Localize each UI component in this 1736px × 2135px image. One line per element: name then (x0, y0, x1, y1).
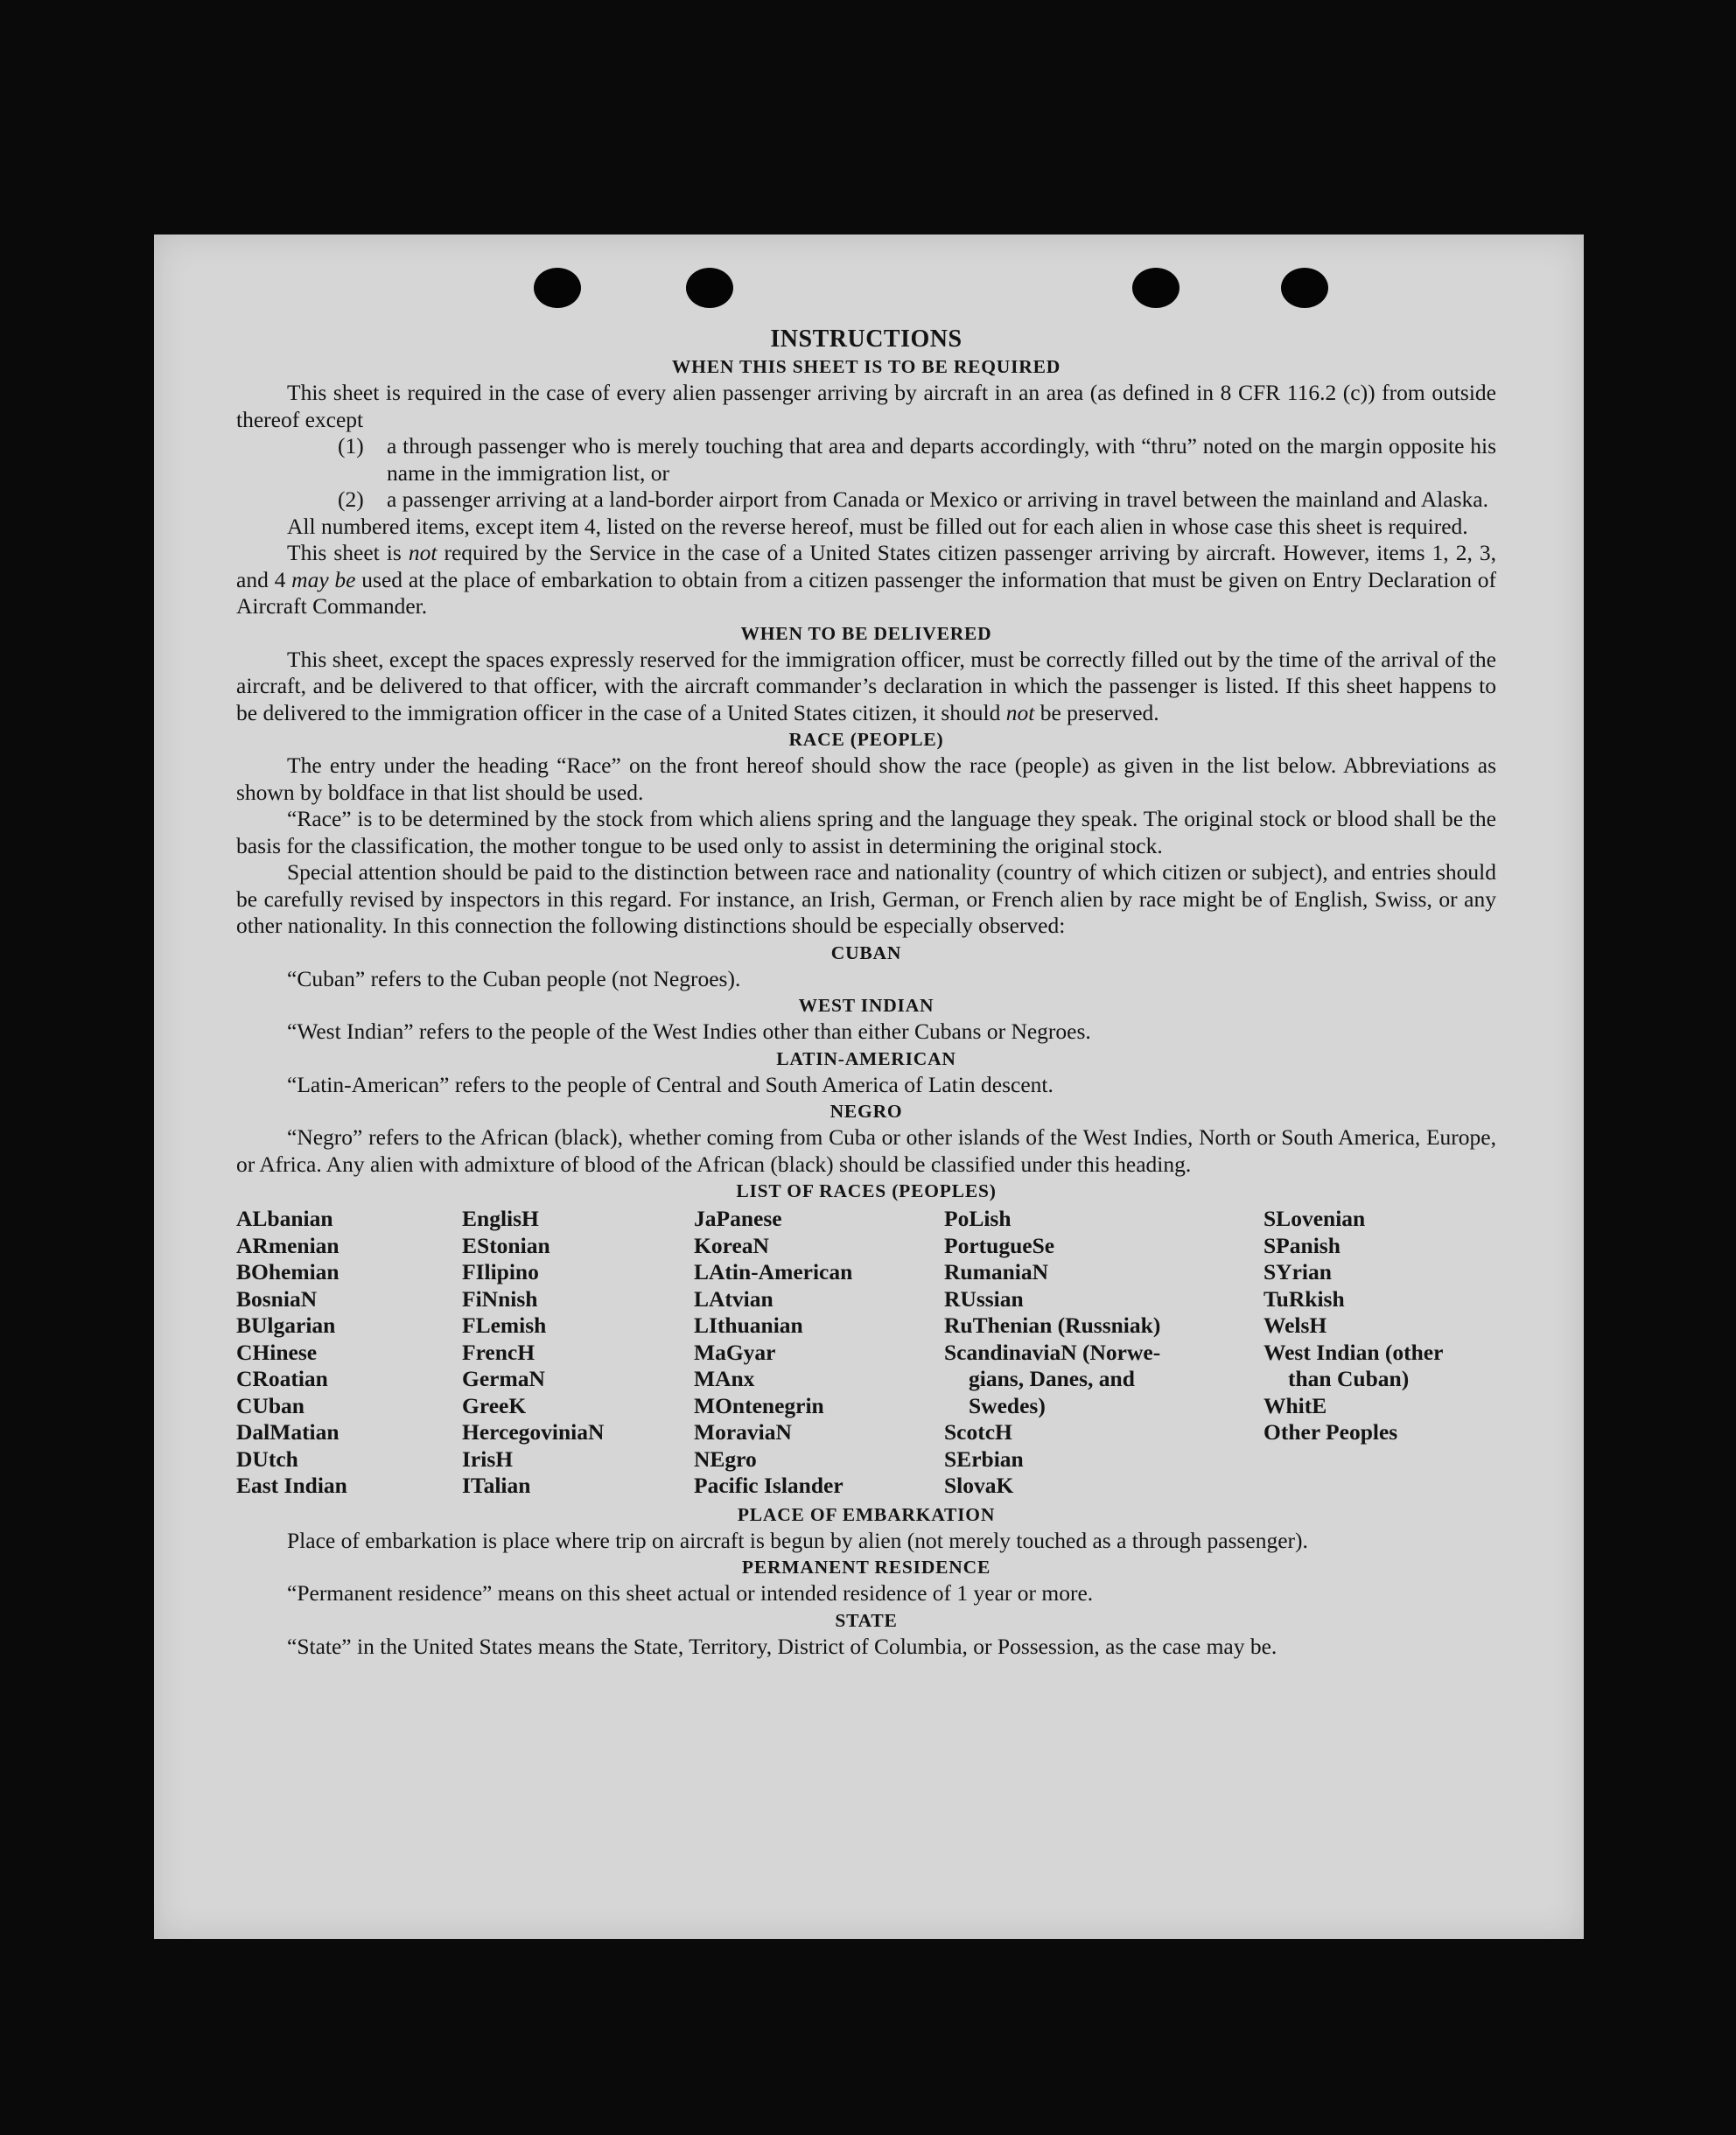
paragraph-embarkation: Place of embarkation is place where trip on aircraft is begun by alien (not merely touched as a through passenger). (287, 1527, 1308, 1553)
races-column (694, 1206, 944, 1500)
list-item: LIthuanian (694, 1312, 803, 1338)
races-list (236, 1206, 1496, 1500)
list-item: ALbanian (236, 1206, 333, 1231)
list-item: EStonian (462, 1232, 550, 1258)
list-item: than Cuban) (1288, 1366, 1410, 1391)
list-item (236, 486, 1496, 514)
list-item: CUban (236, 1392, 304, 1418)
list-item: EnglisH (462, 1206, 539, 1231)
list-item: PortugueSe (944, 1232, 1055, 1258)
races-column (1264, 1206, 1496, 1500)
list-item: Other Peoples (1264, 1419, 1398, 1445)
list-item: East Indian (236, 1473, 347, 1498)
instructions-body (236, 326, 1496, 1660)
list-item: BUlgarian (236, 1312, 336, 1338)
list-item: SlovaK (944, 1473, 1014, 1498)
heading-when-delivered: WHEN TO BE DELIVERED (740, 622, 992, 644)
list-item: RumaniaN (944, 1259, 1049, 1284)
list-item: SYrian (1264, 1259, 1332, 1284)
list-item: ARmenian (236, 1232, 340, 1258)
list-item: LAtin-American (694, 1259, 853, 1284)
heading-latin-american: LATIN-AMERICAN (776, 1047, 956, 1069)
list-item: gians, Danes, and (969, 1366, 1135, 1391)
paragraph-required: This sheet is required in the case of every alien passenger arriving by aircraft in an area (as defined in 8 CFR 116.2 (c)) from outside thereof except (236, 380, 1496, 432)
heading-when-required: WHEN THIS SHEET IS TO BE REQUIRED (671, 356, 1061, 377)
list-item: FIlipino (462, 1259, 539, 1284)
list-item: SErbian (944, 1446, 1024, 1472)
paragraph-citizen: This sheet is not required by the Service in the case of a United States citizen passenger arriving by aircraft. However, items 1, 2, 3, and 4 may be used at the place of embarkation to obtain from a citizen passenger the information that must be given on Entry Declaration of Aircraft Commander. (236, 540, 1496, 619)
list-item: FiNnish (462, 1285, 538, 1312)
paragraph-race-3: Special attention should be paid to the distinction between race and nationality (country of which citizen or subject), and entries should be carefully revised by inspectors in this regard. For instance, an Irish, German, or French alien by race might be of English, Swiss, or any other nationality. In this connection the following distinctions should be especially observed: (236, 859, 1496, 938)
list-item: SLovenian (1264, 1206, 1366, 1231)
item-text: a passenger arriving at a land-border airport from Canada or Mexico or arriving in travel between the mainland and Alaska. (387, 486, 1488, 512)
races-column (236, 1206, 462, 1500)
paragraph-latin-american: “Latin-American” refers to the people of Central and South America of Latin descent. (287, 1071, 1054, 1097)
paragraph-residence: “Permanent residence” means on this sheet actual or intended residence of 1 year or more. (287, 1580, 1094, 1606)
list-item: RUssian (944, 1285, 1024, 1312)
list-item: KoreaN (694, 1232, 769, 1258)
list-item: JaPanese (694, 1206, 782, 1231)
list-item: ITalian (462, 1473, 531, 1498)
paragraph-state: “State” in the United States means the State, Territory, District of Columbia, or Possession, as the case may be. (287, 1633, 1278, 1659)
list-item: IrisH (462, 1446, 514, 1472)
list-item: MaGyar (694, 1339, 776, 1365)
item-number: (2) (338, 486, 364, 512)
punch-hole (1132, 268, 1180, 308)
list-item: MOntenegrin (694, 1392, 824, 1418)
list-item: FLemish (462, 1312, 547, 1338)
list-item: MoraviaN (694, 1419, 792, 1445)
list-item: DalMatian (236, 1419, 340, 1445)
list-item: GermaN (462, 1366, 545, 1391)
races-column (462, 1206, 694, 1500)
list-item: CRoatian (236, 1366, 328, 1391)
list-item: SPanish (1264, 1232, 1340, 1258)
paragraph-negro: “Negro” refers to the African (black), whether coming from Cuba or other islands of the West Indies, North or South America, Europe, or Africa. Any alien with admixture of blood of the African (black) should be classified under this heading. (236, 1124, 1496, 1177)
heading-cuban: CUBAN (830, 942, 902, 963)
list-item: NEgro (694, 1446, 757, 1472)
list-item: WhitE (1264, 1392, 1327, 1418)
list-item: WelsH (1264, 1312, 1327, 1338)
list-item: Pacific Islander (694, 1473, 844, 1498)
list-item: FrencH (462, 1339, 536, 1365)
list-item: BosniaN (236, 1285, 318, 1312)
paragraph-race-1: The entry under the heading “Race” on the front hereof should show the race (people) as given in the list below. Abbreviations as shown by boldface in that list should be used. (236, 752, 1496, 805)
heading-permanent-residence: PERMANENT RESIDENCE (741, 1557, 991, 1578)
list-item: LAtvian (694, 1285, 774, 1312)
list-item: Swedes) (969, 1392, 1046, 1418)
punch-hole (686, 268, 733, 308)
list-item: CHinese (236, 1339, 318, 1365)
list-item: West Indian (other (1264, 1339, 1444, 1365)
list-item (236, 433, 1496, 486)
list-item: HercegoviniaN (462, 1419, 605, 1445)
paragraph-west-indian: “West Indian” refers to the people of the West Indies other than either Cubans or Negroes. (287, 1018, 1091, 1044)
heading-west-indian: WEST INDIAN (798, 995, 934, 1016)
item-number: (1) (338, 433, 364, 458)
list-item: BOhemian (236, 1259, 340, 1284)
paragraph-race-2: “Race” is to be determined by the stock from which aliens spring and the language they speak. The original stock or blood shall be the basis for the classification, the mother tongue to be used only to assist in determining the original stock. (236, 806, 1496, 858)
paragraph-delivered: This sheet, except the spaces expressly reserved for the immigration officer, must be correctly filled out by the time of the arrival of the aircraft, and be delivered to that officer, with the aircraft commander’s declaration in which the passenger is listed. If this sheet happens to be delivered to the immigration officer in the case of a United States citizen, it should not be preserved. (236, 646, 1496, 725)
races-column (944, 1206, 1264, 1500)
heading-negro: NEGRO (830, 1101, 903, 1122)
heading-place-of-embarkation: PLACE OF EMBARKATION (737, 1503, 996, 1525)
item-text: a through passenger who is merely touching that area and departs accordingly, with “thru” noted on the margin opposite his name in the immigration list, or (387, 433, 1496, 486)
paragraph-cuban: “Cuban” refers to the Cuban people (not Negroes). (287, 965, 741, 991)
heading-race: RACE (PEOPLE) (788, 729, 944, 750)
heading-state: STATE (835, 1609, 898, 1631)
list-item: ScotcH (944, 1419, 1012, 1445)
heading-list-of-races: LIST OF RACES (PEOPLES) (736, 1180, 997, 1201)
list-item: RuThenian (Russniak) (944, 1312, 1161, 1338)
list-item: GreeK (462, 1392, 527, 1418)
list-item: DUtch (236, 1446, 298, 1472)
punch-hole (534, 268, 581, 308)
punch-hole (1281, 268, 1328, 308)
list-item: PoLish (944, 1206, 1012, 1231)
list-item: ScandinaviaN (Norwe- (944, 1339, 1161, 1365)
page-title: INSTRUCTIONS (770, 326, 962, 353)
paragraph-numbered-items: All numbered items, except item 4, listed on the reverse hereof, must be filled out for each alien in whose case this sheet is required. (287, 513, 1468, 539)
list-item: TuRkish (1264, 1285, 1345, 1312)
list-item: MAnx (694, 1366, 755, 1391)
